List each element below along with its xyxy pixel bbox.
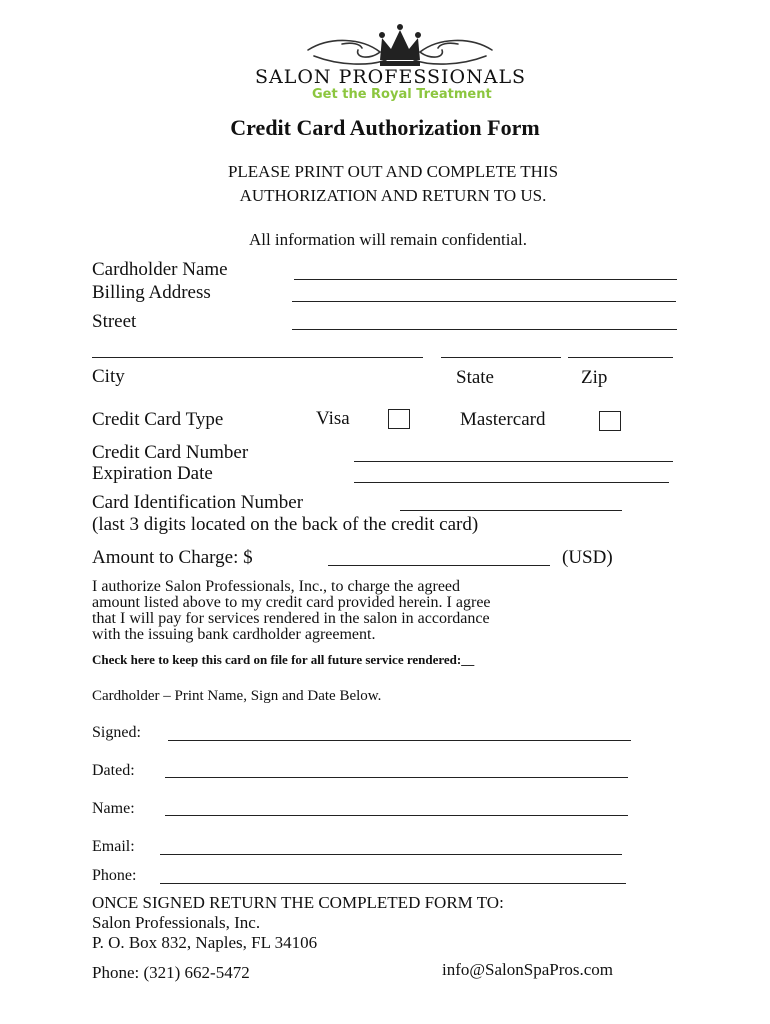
return-email[interactable]: info@SalonSpaPros.com	[442, 960, 614, 979]
brand-name: SALON PROFESSIONALS	[255, 66, 527, 88]
street-line[interactable]	[292, 329, 677, 330]
keep-on-file-label[interactable]: Check here to keep this card on file for all future service rendered:__	[92, 652, 475, 667]
confidential-note: All information will remain confidential.	[248, 230, 528, 249]
return-phone: Phone: (321) 662-5472	[92, 963, 250, 982]
zip-line[interactable]	[568, 357, 673, 358]
signed-label: Signed:	[92, 724, 141, 741]
email-label: Email:	[92, 838, 135, 855]
sign-instructions: Cardholder – Print Name, Sign and Date Below.	[92, 688, 382, 704]
city-label: City	[92, 366, 125, 387]
state-label: State	[456, 367, 494, 388]
billing-address-line[interactable]	[292, 301, 676, 302]
dated-label: Dated:	[92, 762, 135, 779]
amount-line[interactable]	[328, 565, 550, 566]
state-line[interactable]	[441, 357, 561, 358]
instructions-line-1: PLEASE PRINT OUT AND COMPLETE THIS	[227, 162, 559, 181]
email-line[interactable]	[160, 854, 622, 855]
expiration-line[interactable]	[354, 482, 669, 483]
card-number-label: Credit Card Number	[92, 442, 249, 463]
signed-line[interactable]	[168, 740, 631, 741]
cardholder-name-line[interactable]	[294, 279, 677, 280]
mastercard-checkbox[interactable]	[599, 411, 621, 431]
city-line[interactable]	[92, 357, 423, 358]
dated-line[interactable]	[165, 777, 628, 778]
brand-tagline: Get the Royal Treatment	[312, 87, 492, 102]
authorization-line-3: that I will pay for services rendered in the salon in accordance	[92, 610, 490, 627]
authorization-line-4: with the issuing bank cardholder agreement.	[92, 626, 376, 643]
name-label: Name:	[92, 800, 135, 817]
name-line[interactable]	[165, 815, 628, 816]
visa-checkbox[interactable]	[388, 409, 410, 429]
form-title: Credit Card Authorization Form	[230, 115, 540, 140]
cardholder-name-label: Cardholder Name	[92, 259, 228, 280]
currency-label: (USD)	[562, 547, 613, 568]
authorization-line-1: I authorize Salon Professionals, Inc., to charge the agreed	[92, 578, 461, 595]
phone-line[interactable]	[160, 883, 626, 884]
authorization-line-2: amount listed above to my credit card provided herein. I agree	[92, 594, 491, 611]
visa-label: Visa	[316, 408, 350, 429]
mastercard-label: Mastercard	[460, 409, 546, 430]
return-heading: ONCE SIGNED RETURN THE COMPLETED FORM TO:	[92, 893, 504, 912]
card-type-label: Credit Card Type	[92, 409, 224, 430]
amount-label: Amount to Charge: $	[92, 547, 253, 568]
street-label: Street	[92, 311, 137, 332]
card-id-note: (last 3 digits located on the back of the credit card)	[92, 514, 479, 535]
instructions-line-2: AUTHORIZATION AND RETURN TO US.	[239, 186, 547, 205]
return-company: Salon Professionals, Inc.	[92, 913, 261, 932]
billing-address-label: Billing Address	[92, 282, 211, 303]
card-id-label: Card Identification Number	[92, 492, 304, 513]
expiration-label: Expiration Date	[92, 463, 213, 484]
return-address: P. O. Box 832, Naples, FL 34106	[92, 933, 318, 952]
phone-label: Phone:	[92, 867, 137, 884]
card-number-line[interactable]	[354, 461, 673, 462]
card-id-line[interactable]	[400, 510, 622, 511]
zip-label: Zip	[581, 367, 608, 388]
